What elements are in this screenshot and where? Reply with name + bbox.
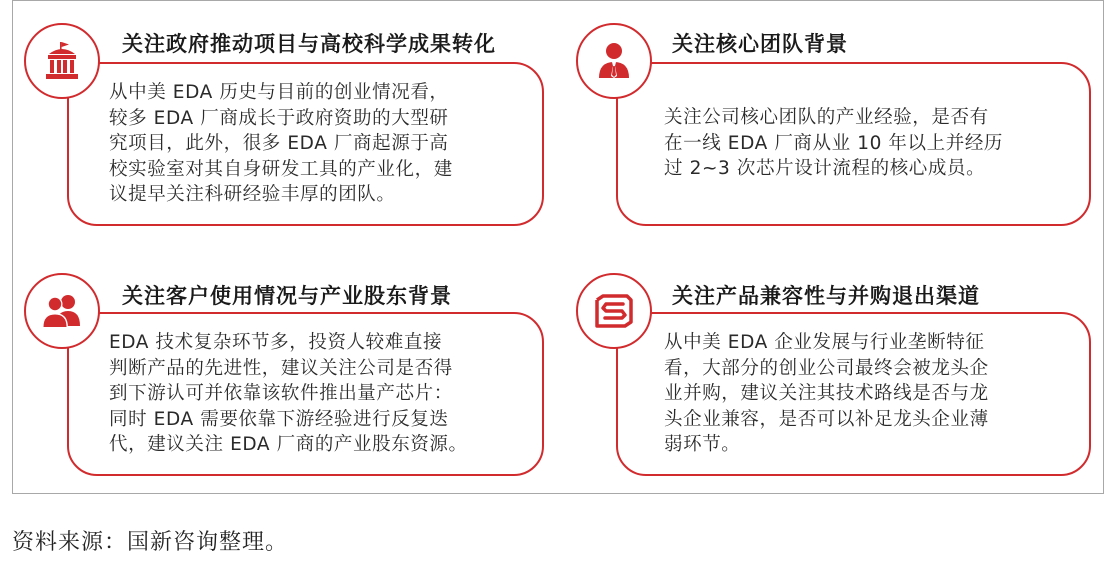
source-note: 资料来源：国新咨询整理。 [12,530,289,555]
card-title: 关注客户使用情况与产业股东背景 [122,284,452,308]
card-text-line: 校实验室对其自身研发工具的产业化，建 [109,158,453,180]
card-text-line: 弱环节。 [664,434,741,455]
card-text-line: 究项目，此外，很多 EDA 厂商起源于高 [109,133,449,154]
card-text [664,330,1064,458]
group-icon [24,273,100,349]
card-text-line: 同时 EDA 需要依靠下游经验进行反复迭 [109,408,449,430]
card-title: 关注核心团队背景 [672,32,848,56]
card-text [664,105,1064,182]
government-building-icon [24,23,100,99]
card-text-line: 议提早关注科研经验丰厚的团队。 [109,184,396,205]
card-text-line: 头企业兼容，是否可以补足龙头企业薄 [664,408,989,430]
card-text-line: 在一线 EDA 厂商从业 10 年以上并经历 [664,132,1004,154]
card-text-line: 判断产品的先进性，建议关注公司是否得 [109,357,453,379]
exchange-icon [576,273,652,349]
card-text-line: 较多 EDA 厂商成长于政府资助的大型研 [109,107,449,129]
card-text-line: 关注公司核心团队的产业经验，是否有 [664,107,989,128]
card-text-line: 到下游认可并依靠该软件推出量产芯片： [109,383,453,404]
card-text-line: 业并购，建议关注其技术路线是否与龙 [664,383,989,404]
card-title: 关注产品兼容性与并购退出渠道 [672,284,980,308]
card-text-line: 过 2~3 次芯片设计流程的核心成员。 [664,158,986,179]
card-title: 关注政府推动项目与高校科学成果转化 [122,32,496,56]
card-text [109,330,519,458]
person-icon [576,23,652,99]
card-text-line: 代，建议关注 EDA 厂商的产业股东资源。 [109,434,468,455]
card-text-line: 从中美 EDA 历史与目前的创业情况看， [109,82,449,103]
card-text [109,80,509,208]
card-text-line: 看，大部分的创业公司最终会被龙头企 [664,357,989,379]
card-text-line: EDA 技术复杂环节多，投资人较难直接 [109,332,443,353]
card-text-line: 从中美 EDA 企业发展与行业垄断特征 [664,332,985,353]
